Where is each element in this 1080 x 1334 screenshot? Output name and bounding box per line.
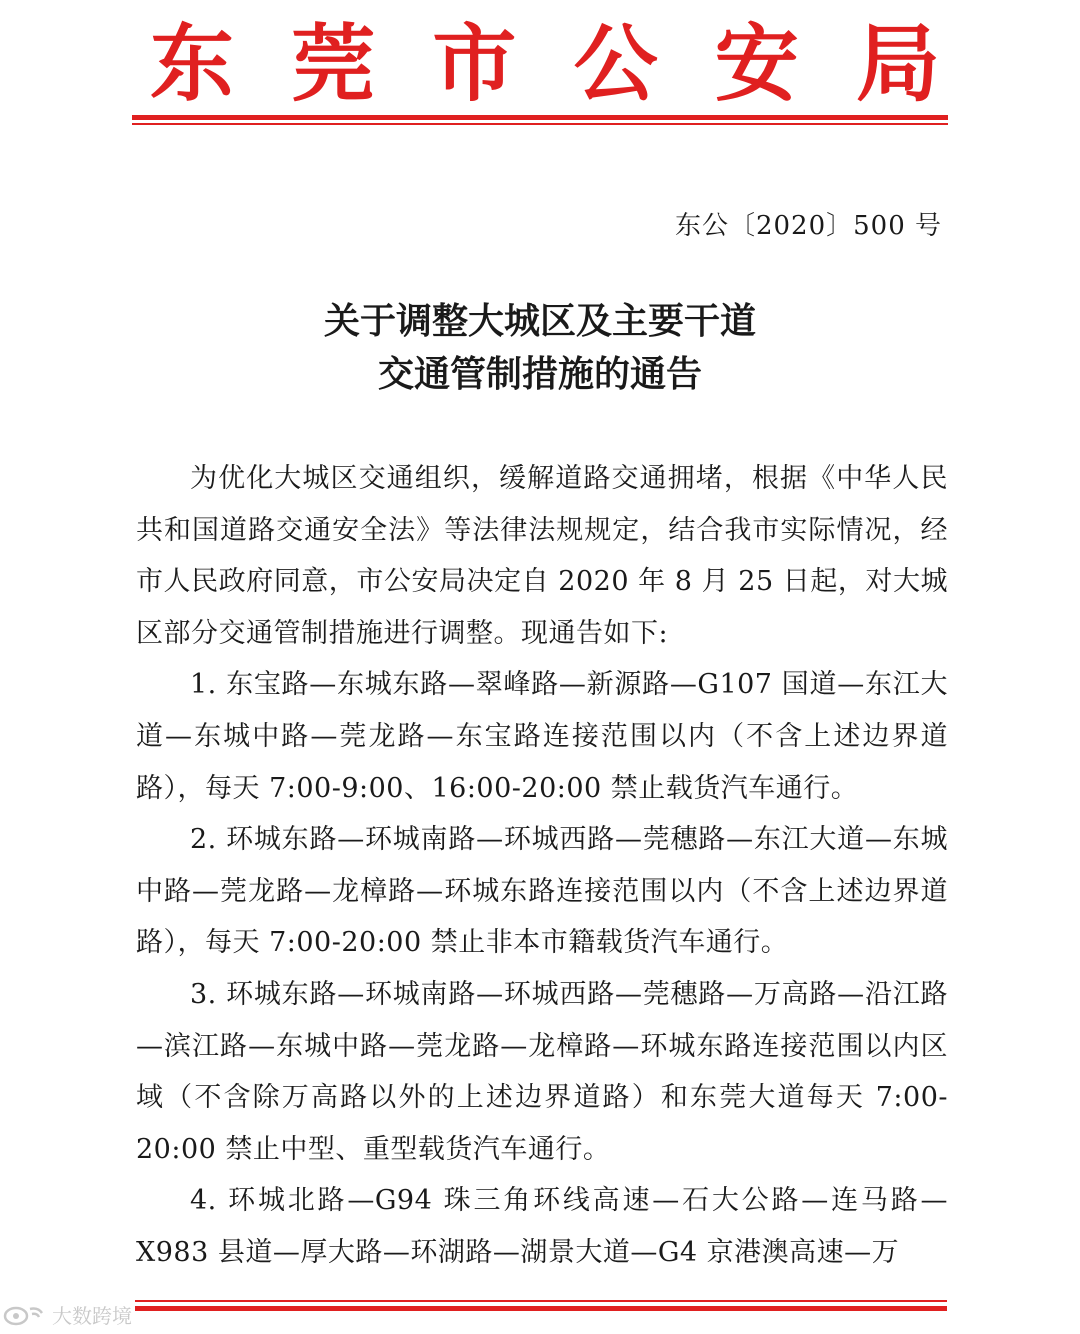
- footer-red-rule-thin: [135, 1300, 947, 1302]
- intro-paragraph: 为优化大城区交通组织，缓解道路交通拥堵，根据《中华人民共和国道路交通安全法》等法律法规规定，结合我市实际情况，经市人民政府同意，市公安局决定自 2020 年 8 月 25 日起，对大城区部分交通管制措施进行调整。现通告如下:: [136, 463, 948, 649]
- clause-4: 4. 环城北路—G94 珠三角环线高速—石大公路—连马路—X983 县道—厚大路—环湖路—湖景大道—G4 京港澳高速—万: [136, 1185, 948, 1268]
- agency-masthead: [150, 14, 940, 113]
- masthead-char: 安: [714, 14, 799, 113]
- masthead-char: 公: [573, 14, 658, 113]
- masthead-char: 市: [432, 14, 517, 113]
- notice-body: [136, 453, 948, 1279]
- header-red-rule-thin: [132, 123, 948, 125]
- notice-title-line-1: 关于调整大城区及主要干道: [323, 300, 756, 342]
- clause-2: 2. 环城东路—环城南路—环城西路—莞穗路—东江大道—东城中路—莞龙路—龙樟路—环城东路连接范围以内（不含上述边界道路），每天 7:00-20:00 禁止非本市籍载货汽车通行。: [136, 824, 948, 959]
- clause-3: 3. 环城东路—环城南路—环城西路—莞穗路—万高路—沿江路—滨江路—东城中路—莞龙路—龙樟路—环城东路连接范围以内区域（不含除万高路以外的上述边界道路）和东莞大道每天 7:00-20:00 禁止中型、重型载货汽车通行。: [136, 978, 948, 1165]
- document-number: 东公〔2020〕500 号: [674, 211, 942, 241]
- clause-1: 1. 东宝路—东城东路—翠峰路—新源路—G107 国道—东江大道—东城中路—莞龙路—东宝路连接范围以内（不含上述边界道路），每天 7:00-9:00、16:00-20:00 禁止载货汽车通行。: [136, 669, 948, 804]
- masthead-char: 莞: [291, 14, 376, 113]
- header-red-rule-thick: [132, 115, 948, 120]
- notice-title-line-2: 交通管制措施的通告: [377, 353, 702, 395]
- masthead-char: 局: [855, 14, 940, 113]
- masthead-char: 东: [150, 14, 235, 113]
- sina-eye-logo-icon: [2, 1303, 46, 1327]
- watermark-text: 大数跨境: [52, 1304, 132, 1328]
- footer-red-rule-thick: [135, 1306, 947, 1311]
- watermark: [2, 1300, 132, 1329]
